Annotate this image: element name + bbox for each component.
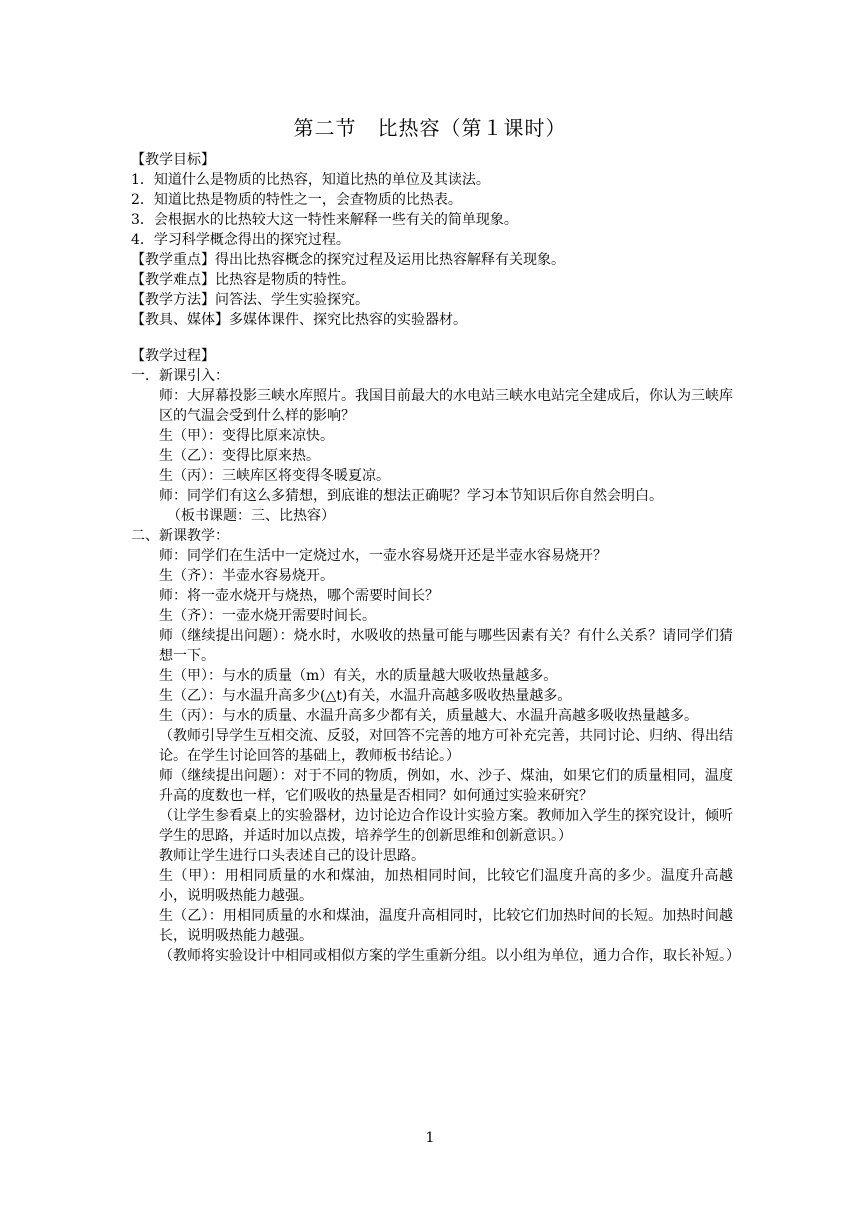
dialogue-line: 生（甲）：与水的质量（m）有关，水的质量越大吸收热量越多。 bbox=[159, 668, 558, 684]
dialogue-paragraph: 师（继续提出问题）：对于不同的物质，例如，水、沙子、煤油，如果它们的质量相同，温度升高的度数也一样，它们吸收的热量是否相同？如何通过实验来研究？ bbox=[159, 768, 733, 804]
spacer bbox=[131, 330, 733, 346]
dialogue-line: 教师让学生进行口头表述自己的设计思路。 bbox=[159, 848, 425, 864]
dialogue-paragraph: 师：大屏幕投影三峡水库照片。我国目前最大的水电站三峡水电站完全建成后，你认为三峡库区的气温会受到什么样的影响？ bbox=[159, 388, 733, 424]
page-number: 1 bbox=[425, 1130, 435, 1146]
dialogue-line: 生（齐）：半壶水容易烧开。 bbox=[159, 568, 334, 584]
difficulty: 【教学难点】比热容是物质的特性。 bbox=[131, 272, 355, 288]
key-points: 【教学重点】得出比热容概念的探究过程及运用比热容解释有关现象。 bbox=[131, 252, 565, 268]
section-heading: 二、新课教学： bbox=[131, 528, 229, 544]
objective-item: 2．知道比热是物质的特性之一，会查物质的比热表。 bbox=[131, 192, 462, 208]
document-body bbox=[131, 150, 740, 966]
objective-item: 1．知道什么是物质的比热容，知道比热的单位及其读法。 bbox=[131, 172, 490, 188]
teaching-methods: 【教学方法】问答法、学生实验探究。 bbox=[131, 292, 369, 308]
dialogue-line: 师：同学们有这么多猜想，到底谁的想法正确呢？学习本节知识后你自然会明白。 bbox=[159, 488, 663, 504]
dialogue-line: 生（丙）：三峡库区将变得冬暖夏凉。 bbox=[159, 468, 390, 484]
dialogue-line: 师：同学们在生活中一定烧过水，一壶水容易烧开还是半壶水容易烧开？ bbox=[159, 548, 607, 564]
dialogue-paragraph: 生（甲）：用相同质量的水和煤油，加热相同时间，比较它们温度升高的多少。温度升高越小，说明吸热能力越强。 bbox=[159, 868, 733, 904]
page-title: 第二节 比热容（第１课时） bbox=[293, 116, 567, 140]
dialogue-paragraph: 生（乙）：用相同质量的水和煤油，温度升高相同时，比较它们加热时间的长短。加热时间越长，说明吸热能力越强。 bbox=[159, 908, 733, 944]
teaching-media: 【教具、媒体】多媒体课件、探究比热容的实验器材。 bbox=[131, 312, 467, 328]
teacher-note: （让学生参看桌上的实验器材，边讨论边合作设计实验方案。教师加入学生的探究设计，倾听学生的思路，并适时加以点拨，培养学生的创新思维和创新意识。） bbox=[159, 808, 733, 844]
teacher-note: （教师引导学生互相交流、反驳，对回答不完善的地方可补充完善，共同讨论、归纳、得出结论。在学生讨论回答的基础上，教师板书结论。） bbox=[159, 728, 733, 764]
objectives-header: 【教学目标】 bbox=[131, 152, 215, 168]
dialogue-line: 生（甲）：变得比原来凉快。 bbox=[159, 428, 334, 444]
process-header: 【教学过程】 bbox=[131, 348, 215, 364]
teacher-note: （教师将实验设计中相同或相似方案的学生重新分组。以小组为单位，通力合作，取长补短。） bbox=[159, 948, 740, 964]
dialogue-line: 生（乙）：与水温升高多少(△t)有关，水温升高越多吸收热量越多。 bbox=[159, 688, 572, 704]
dialogue-line: 师：将一壶水烧开与烧热，哪个需要时间长？ bbox=[159, 588, 439, 604]
dialogue-line: 生（齐）：一壶水烧开需要时间长。 bbox=[159, 608, 376, 624]
objective-item: 4．学习科学概念得出的探究过程。 bbox=[131, 232, 350, 248]
dialogue-line: 生（丙）：与水的质量、水温升高多少都有关，质量越大、水温升高越多吸收热量越多。 bbox=[159, 708, 698, 724]
section-heading: 一．新课引入： bbox=[131, 368, 229, 384]
dialogue-paragraph: 师（继续提出问题）：烧水时，水吸收的热量可能与哪些因素有关？有什么关系？请同学们猜想一下。 bbox=[159, 628, 733, 664]
dialogue-line: 生（乙）：变得比原来热。 bbox=[159, 448, 320, 464]
objective-item: 3．会根据水的比热较大这一特性来解释一些有关的简单现象。 bbox=[131, 212, 518, 228]
board-note: （板书课题：三、比热容） bbox=[167, 508, 335, 524]
